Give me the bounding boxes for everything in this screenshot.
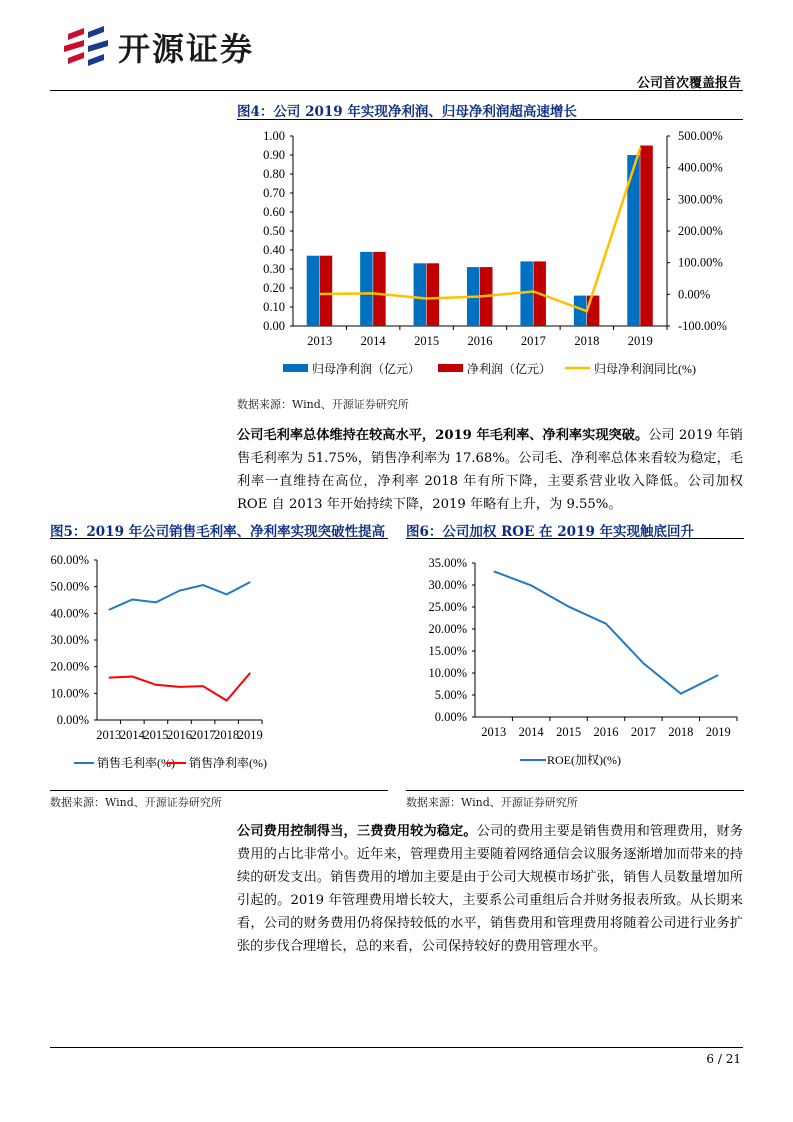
- y-tick-label: 0.00%: [56, 713, 89, 727]
- y2-tick-label: -100.00%: [678, 319, 727, 333]
- bar-parent-net-profit: [360, 252, 373, 326]
- page-number: 6 / 21: [706, 1052, 741, 1066]
- y-tick-label: 40.00%: [50, 606, 89, 621]
- bar-parent-net-profit: [307, 256, 320, 326]
- x-tick-label: 2017: [190, 728, 216, 742]
- x-tick-label: 2018: [574, 334, 600, 348]
- y-tick-label: 0.90: [263, 148, 285, 162]
- x-tick-label: 2014: [119, 728, 145, 742]
- paragraph-lead: 公司费用控制得当，三费费用较为稳定。: [237, 824, 477, 839]
- bar-net-profit: [320, 256, 333, 326]
- y-tick-label: 0.50: [263, 224, 285, 238]
- y-tick-label: 20.00%: [428, 622, 467, 636]
- line-net-margin: [109, 673, 250, 701]
- y-tick-label: 0.30: [263, 262, 285, 276]
- x-tick-label: 2015: [143, 728, 169, 742]
- report-type: 公司首次覆盖报告: [636, 76, 741, 91]
- figure6-title: 图6：公司加权 ROE 在 2019 年实现触底回升: [406, 524, 695, 540]
- x-tick-label: 2016: [593, 725, 619, 739]
- x-tick-label: 2019: [705, 725, 731, 739]
- y-tick-label: 35.00%: [428, 556, 467, 570]
- legend-label: 归母净利润同比(%): [594, 362, 696, 376]
- paragraph-body: 公司 2019 年销售毛利率为 51.75%，销售净利率为 17.68%。公司毛、净利率总体来看较为稳定，毛利率一直维持在高位，净利率 2018 年有所下降，主要系营业收入降低。公司加权 ROE 自 2013 年开始持续下降，2019 年略有上升，为 9.55%。: [237, 428, 743, 512]
- y-tick-label: 0.00%: [434, 710, 467, 724]
- y-tick-label: 30.00%: [50, 633, 89, 647]
- y-tick-label: 0.60: [263, 205, 285, 219]
- x-tick-label: 2014: [518, 725, 544, 739]
- y-tick-label: 1.00: [263, 129, 285, 143]
- y-tick-label: 10.00%: [428, 666, 467, 680]
- legend-swatch: [283, 364, 308, 372]
- y-tick-label: 0.80: [263, 167, 285, 181]
- figure5-source: 数据来源：Wind、开源证券研究所: [50, 796, 222, 809]
- figure4-title: 图4：公司 2019 年实现净利润、归母净利润超高速增长: [237, 104, 577, 120]
- y-tick-label: 0.70: [263, 186, 285, 200]
- bar-net-profit: [640, 146, 653, 327]
- x-tick-label: 2018: [668, 725, 694, 739]
- y-tick-label: 0.10: [263, 300, 285, 314]
- y-tick-label: 0.00: [263, 319, 285, 333]
- y2-tick-label: 300.00%: [678, 192, 723, 207]
- figure4-source: 数据来源：Wind、开源证券研究所: [237, 398, 409, 411]
- y2-tick-label: 400.00%: [678, 160, 723, 175]
- bar-net-profit: [373, 252, 386, 326]
- bar-parent-net-profit: [414, 263, 427, 326]
- y-tick-label: 10.00%: [50, 686, 89, 701]
- x-tick-label: 2015: [556, 725, 582, 739]
- line-roe: [494, 571, 719, 693]
- x-tick-label: 2019: [627, 334, 653, 348]
- x-tick-label: 2016: [467, 334, 493, 348]
- paragraph-lead: 公司毛利率总体维持在较高水平，2019 年毛利率、净利率实现突破。: [237, 428, 649, 443]
- legend-label: 销售净利率(%): [189, 756, 267, 770]
- x-tick-label: 2013: [96, 728, 122, 742]
- y-tick-label: 20.00%: [50, 659, 89, 674]
- paragraph-body: 公司的费用主要是销售费用和管理费用，财务费用的占比非常小。近年来，管理费用主要随着网络通信会议服务逐渐增加而带来的持续的研发支出。销售费用的增加主要是由于公司大规模市场扩张，销售人员数量增加所引起的。2019 年管理费用增长较大，主要系公司重组后合并财务报表所致。从长期来看，公司的财务费用仍将保持较低的水平，销售费用和管理费用将随着公司进行业务扩张的步伐合理增长，总的来看，公司保持较好的费用管理水平。: [237, 824, 744, 954]
- y2-tick-label: 0.00%: [678, 287, 711, 302]
- line-gross-margin: [109, 582, 250, 610]
- legend-label: 净利润（亿元）: [467, 362, 552, 376]
- x-tick-label: 2017: [520, 334, 546, 348]
- y-tick-label: 0.20: [263, 281, 285, 295]
- figure6-source: 数据来源：Wind、开源证券研究所: [406, 796, 578, 809]
- y-tick-label: 60.00%: [50, 553, 89, 567]
- y2-tick-label: 500.00%: [678, 129, 723, 143]
- x-tick-label: 2017: [630, 725, 656, 739]
- x-tick-label: 2013: [307, 334, 333, 348]
- x-tick-label: 2018: [214, 728, 240, 742]
- y2-tick-label: 200.00%: [678, 224, 723, 238]
- x-tick-label: 2014: [360, 334, 386, 348]
- logo-text: 开源证券: [118, 30, 255, 68]
- x-tick-label: 2019: [237, 728, 263, 742]
- y-tick-label: 15.00%: [428, 644, 467, 658]
- y2-tick-label: 100.00%: [678, 255, 723, 270]
- y-tick-label: 50.00%: [50, 579, 89, 594]
- bar-net-profit: [587, 296, 600, 326]
- y-tick-label: 30.00%: [428, 578, 467, 592]
- y-tick-label: 5.00%: [434, 688, 467, 702]
- x-tick-label: 2016: [167, 728, 192, 742]
- figure5-title: 图5：2019 年公司销售毛利率、净利率实现突破性提高: [50, 524, 386, 540]
- legend-label: ROE(加权)(%): [547, 753, 621, 767]
- legend-label: 销售毛利率(%): [97, 756, 175, 770]
- legend-label: 归母净利润（亿元）: [312, 362, 421, 376]
- x-tick-label: 2013: [481, 725, 507, 739]
- x-tick-label: 2015: [414, 334, 440, 348]
- legend-swatch: [438, 364, 463, 372]
- y-tick-label: 25.00%: [428, 600, 467, 614]
- y-tick-label: 0.40: [263, 243, 285, 257]
- bar-net-profit: [427, 263, 440, 326]
